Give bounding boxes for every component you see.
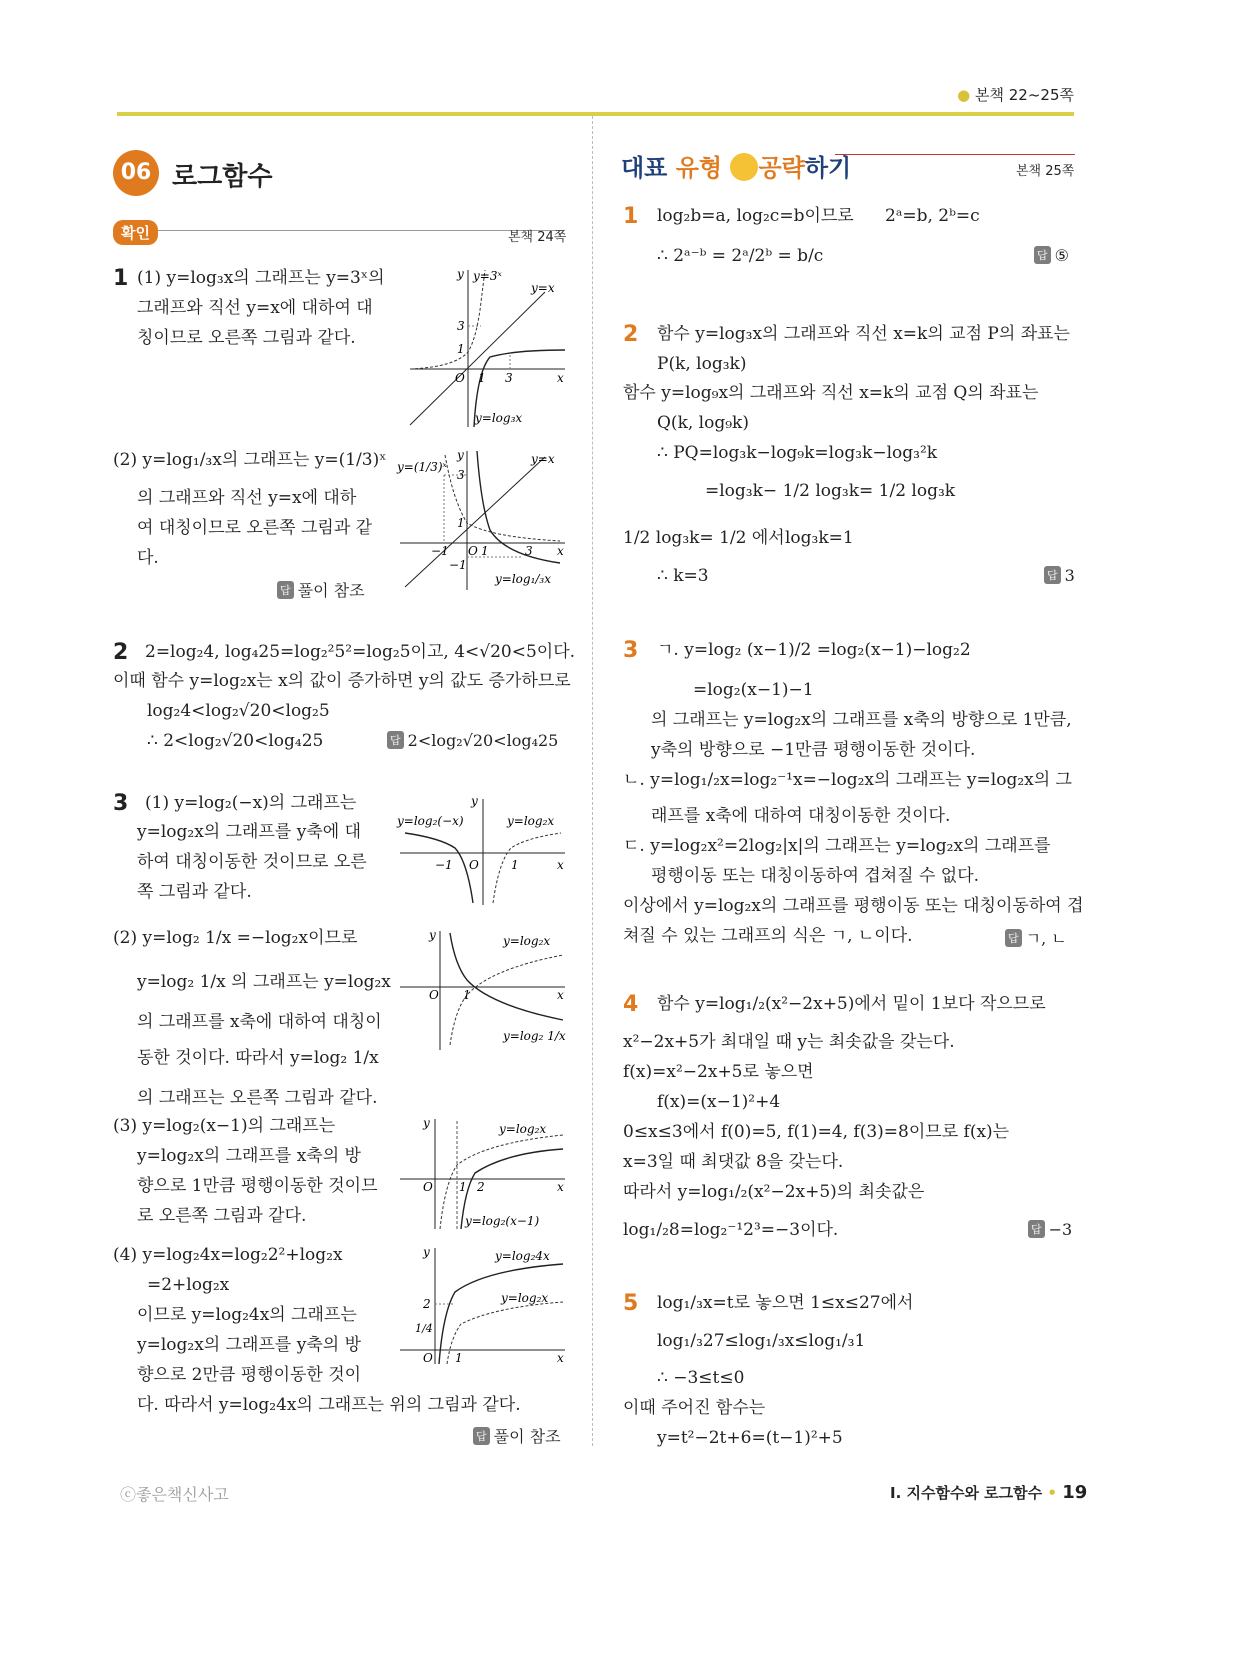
label: y=log₁/₃x [495, 572, 552, 586]
label: 3 [457, 468, 465, 482]
text-line: 향으로 2만큼 평행이동한 것이 [137, 1365, 362, 1385]
page-number: 19 [1062, 1482, 1088, 1503]
text-line: (2) y=log₂ 1/x =−log₂x이므로 [113, 928, 358, 948]
label: y=log₂x [503, 934, 551, 948]
text-line: =log₂(x−1)−1 [693, 680, 814, 700]
heading-highlight2: 공략 [758, 154, 805, 182]
problem-number: 4 [623, 992, 639, 1017]
text-line: 따라서 y=log₁/₂(x²−2x+5)의 최솟값은 [623, 1182, 925, 1202]
text-line: y=log₂x의 그래프를 y축에 대 [137, 822, 361, 842]
text-line: 0≤x≤3에서 f(0)=5, f(1)=4, f(3)=8이므로 f(x)는 [623, 1122, 1010, 1142]
label: O [429, 988, 439, 1002]
graph-log-third [395, 445, 570, 595]
text-line: ∴ 2ᵃ⁻ᵇ = 2ᵃ/2ᵇ = b/c [657, 246, 824, 266]
footer-publisher: ⓒ좋은책신사고 [120, 1485, 229, 1504]
text-line: y=log₂ 1/x 의 그래프는 y=log₂x [137, 972, 391, 992]
graph-log-neg-x [395, 793, 570, 908]
problem-number: 1 [113, 266, 129, 291]
label: 1 [457, 516, 465, 530]
text-line: 함수 y=log₉x의 그래프와 직선 x=k의 교점 Q의 좌표는 [623, 383, 1039, 403]
label: 3 [457, 319, 465, 333]
label: 3 [525, 544, 533, 558]
footer-dot: • [1047, 1484, 1057, 1502]
text-line: ㄷ. y=log₂x²=2log₂|x|의 그래프는 y=log₂x의 그래프를 [623, 836, 1051, 856]
problem-number: 2 [113, 640, 129, 665]
label: 1 [478, 371, 486, 385]
graph-log-shift [395, 1113, 570, 1233]
text-line: log₂4<log₂√20<log₂5 [147, 701, 330, 721]
chapter-label: Ⅰ. 지수함수와 로그함수 [890, 1484, 1043, 1502]
text-line: (1) y=log₃x의 그래프는 y=3ˣ의 [137, 268, 385, 288]
bullet-icon: ● [957, 86, 971, 104]
text-line: 하여 대칭이동한 것이므로 오른 [137, 852, 367, 872]
text-line: 이므로 y=log₂4x의 그래프는 [137, 1305, 357, 1325]
section-title: 로그함수 [172, 162, 273, 192]
label: y=x [531, 281, 555, 295]
text-line: y축의 방향으로 −1만큼 평행이동한 것이다. [651, 740, 976, 760]
text-line: 이상에서 y=log₂x의 그래프를 평행이동 또는 대칭이동하여 겹 [623, 896, 1084, 916]
text-line: log₁/₃27≤log₁/₃x≤log₁/₃1 [657, 1331, 866, 1351]
answer: 답 풀이 참조 [473, 1424, 561, 1447]
label: x [557, 1351, 564, 1365]
text-line: ㄱ. y=log₂ (x−1)/2 =log₂(x−1)−log₂2 [657, 640, 971, 660]
header-book-ref: ● 본책 22~25쪽 [957, 86, 1074, 104]
text-line: 래프를 x축에 대하여 대칭이동한 것이다. [651, 806, 951, 826]
text-line: x=3일 때 최댓값 8을 갖는다. [623, 1152, 844, 1172]
label: 1 [457, 342, 465, 356]
text-line: 2ᵃ=b, 2ᵇ=c [885, 206, 980, 226]
problem-number: 5 [623, 1291, 639, 1316]
label: −1 [435, 858, 453, 872]
label: y=log₃x [475, 411, 523, 425]
label: y=x [531, 452, 555, 466]
label: y=log₂x [507, 814, 555, 828]
right-heading-rule [835, 154, 1075, 155]
text-line: ∴ k=3 [657, 566, 709, 586]
label: x [557, 988, 564, 1002]
label: 1 [463, 988, 471, 1002]
text-line: (1) y=log₂(−x)의 그래프는 [145, 793, 357, 813]
text-line: ㄴ. y=log₁/₂x=log₂⁻¹x=−log₂x의 그래프는 y=log₂x의 그 [623, 770, 1072, 790]
text-line: 다. [137, 548, 159, 568]
label: O [469, 858, 479, 872]
right-heading-ref: 본책 25쪽 [1016, 164, 1075, 179]
text-line: 의 그래프는 오른쪽 그림과 같다. [137, 1088, 378, 1108]
text-line: y=log₂x의 그래프를 x축의 방 [137, 1146, 361, 1166]
text-line: 동한 것이다. 따라서 y=log₂ 1/x [137, 1048, 379, 1068]
emblem-icon [730, 153, 758, 181]
label: y=log₂ 1/x [503, 1029, 566, 1043]
label: y=log₂(−x) [397, 814, 464, 828]
check-rule [113, 230, 565, 231]
text-line: =log₃k− 1/2 log₃k= 1/2 log₃k [705, 481, 956, 501]
heading-highlight1: 유형 [675, 154, 723, 182]
text-line: (3) y=log₂(x−1)의 그래프는 [113, 1116, 336, 1136]
label: y [457, 448, 464, 462]
column-divider [592, 116, 593, 1446]
text-line: ∴ −3≤t≤0 [657, 1368, 745, 1388]
answer: 답 3 [1044, 566, 1075, 585]
text-line: 2=log₂4, log₄25=log₂²5²=log₂5이고, 4<√20<5이다. [145, 642, 576, 662]
text-line: 향으로 1만큼 평행이동한 것이므 [137, 1176, 378, 1196]
label: y=(1/3)ˣ [397, 460, 447, 474]
text-line: (4) y=log₂4x=log₂2²+log₂x [113, 1245, 343, 1265]
label: y=log₂x [501, 1291, 549, 1305]
label: 1 [481, 544, 489, 558]
text-line: 여 대칭이므로 오른쪽 그림과 같 [137, 518, 373, 538]
label: y [423, 1116, 430, 1130]
label: 3 [505, 371, 513, 385]
text-line: 평행이동 또는 대칭이동하여 겹쳐질 수 없다. [651, 866, 980, 886]
heading-prefix: 대표 [621, 154, 668, 182]
label: 1/4 [415, 1322, 433, 1335]
label: y [457, 267, 464, 281]
answer: 답 ⑤ [1034, 246, 1069, 265]
text-line: 의 그래프를 x축에 대하여 대칭이 [137, 1012, 382, 1032]
label: x [557, 544, 564, 558]
section-number-badge: 06 [113, 150, 159, 196]
header-rule [117, 112, 1074, 116]
label: y=log₂4x [495, 1249, 550, 1263]
text-line: 이때 주어진 함수는 [623, 1398, 766, 1418]
problem-number: 1 [623, 204, 639, 229]
label: 1 [459, 1180, 467, 1194]
graph-log-recip [395, 925, 570, 1055]
text-line: 쪽 그림과 같다. [137, 882, 252, 902]
label: 2 [477, 1180, 485, 1194]
text-line: 로 오른쪽 그림과 같다. [137, 1206, 307, 1226]
label: 1 [511, 858, 519, 872]
problem-number: 3 [623, 638, 639, 663]
text-line: 의 그래프는 y=log₂x의 그래프를 x축의 방향으로 1만큼, [651, 710, 1072, 730]
label: x [557, 858, 564, 872]
text-line: 1/2 log₃k= 1/2 에서 [623, 528, 785, 548]
answer: 답 풀이 참조 [277, 578, 365, 601]
label: y=log₂x [499, 1122, 547, 1136]
text-line: =2+log₂x [147, 1275, 230, 1295]
text-line: log₁/₃x=t로 놓으면 1≤x≤27에서 [657, 1293, 914, 1313]
text-line: log₁/₂8=log₂⁻¹2³=−3이다. [623, 1220, 839, 1240]
problem-number: 2 [623, 322, 639, 347]
answer: 답 ㄱ, ㄴ [1005, 926, 1067, 949]
label: O [423, 1351, 433, 1365]
text-line: 그래프와 직선 y=x에 대하여 대 [137, 298, 373, 318]
text-line: log₂b=a, log₂c=b이므로 [657, 206, 854, 226]
label: y [471, 794, 478, 808]
text-line: 다. 따라서 y=log₂4x의 그래프는 위의 그림과 같다. [137, 1395, 521, 1415]
label: x [557, 371, 564, 385]
label: y [423, 1245, 430, 1259]
text-line: log₃k=1 [785, 528, 854, 548]
text-line: ∴ 2<log₂√20<log₄25 [147, 731, 324, 751]
label: −1 [449, 558, 467, 572]
graph-log3 [405, 262, 570, 432]
text-line: 의 그래프와 직선 y=x에 대하 [137, 488, 357, 508]
text-line: y=log₂x의 그래프를 y축의 방 [137, 1335, 361, 1355]
text-line: x²−2x+5가 최대일 때 y는 최솟값을 갖는다. [623, 1032, 955, 1052]
problem-number: 3 [113, 791, 129, 816]
label: O [455, 371, 465, 385]
footer-chapter [890, 1482, 1087, 1503]
text-line: 함수 y=log₃x의 그래프와 직선 x=k의 교점 P의 좌표는 [657, 324, 1070, 344]
label: O [468, 544, 478, 558]
label: y=log₂(x−1) [465, 1214, 540, 1228]
label: y [429, 928, 436, 942]
text-line: 쳐질 수 있는 그래프의 식은 ㄱ, ㄴ이다. [623, 926, 913, 946]
label: O [423, 1180, 433, 1194]
text-line: P(k, log₃k) [657, 354, 747, 374]
check-ref: 본책 24쪽 [508, 230, 567, 245]
label: 2 [423, 1297, 431, 1311]
graph-log-4x [395, 1242, 570, 1367]
answer: 답 2<log₂√20<log₄25 [387, 731, 558, 750]
text-line: f(x)=x²−2x+5로 놓으면 [623, 1062, 814, 1082]
label: y=3ˣ [473, 269, 502, 283]
label: −1 [431, 544, 449, 558]
text-line: 함수 y=log₁/₂(x²−2x+5)에서 밑이 1보다 작으므로 [657, 994, 1046, 1014]
heading-suffix: 하기 [804, 154, 852, 182]
text-line: ∴ PQ=log₃k−log₉k=log₃k−log₃²k [657, 443, 938, 463]
text-line: (2) y=log₁/₃x의 그래프는 y=(1/3)ˣ [113, 450, 387, 470]
text-line: f(x)=(x−1)²+4 [657, 1092, 781, 1112]
check-badge: 확인 [113, 220, 158, 245]
text-line: y=t²−2t+6=(t−1)²+5 [657, 1428, 843, 1448]
right-heading [621, 148, 851, 183]
text-line: 이때 함수 y=log₂x는 x의 값이 증가하면 y의 값도 증가하므로 [113, 671, 571, 691]
label: 1 [455, 1351, 463, 1365]
answer: 답 −3 [1028, 1220, 1072, 1239]
label: x [557, 1180, 564, 1194]
text-line: Q(k, log₉k) [657, 413, 749, 433]
text-line: 칭이므로 오른쪽 그림과 같다. [137, 328, 356, 348]
